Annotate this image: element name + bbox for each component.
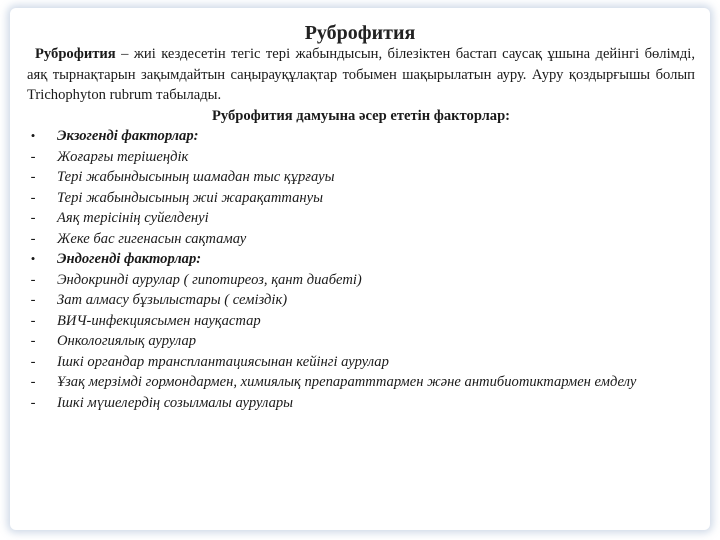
bullet-icon: • bbox=[30, 128, 36, 143]
intro-term: Руброфития bbox=[35, 46, 116, 62]
dash-marker: - bbox=[30, 230, 36, 247]
list-item bbox=[27, 311, 695, 332]
list-item-text: Эндокринді аурулар ( гипотиреоз, қант диабеті) bbox=[57, 271, 362, 288]
factors-subheading: Руброфития дамуына әсер ететін факторлар: bbox=[211, 107, 511, 124]
list-item-text: Ішкі органдар трансплантациясынан кейінгі аурулар bbox=[57, 353, 389, 370]
dash-marker: - bbox=[30, 292, 36, 308]
exogenous-heading: Экзогенді факторлар: bbox=[57, 128, 199, 144]
bullet-icon: • bbox=[30, 251, 36, 266]
list-item bbox=[27, 147, 695, 168]
list-item bbox=[27, 290, 695, 311]
dash-marker: - bbox=[30, 189, 36, 206]
dash-marker: - bbox=[30, 271, 36, 288]
list-item bbox=[27, 393, 695, 414]
intro-text: – жиі кездесетін тегіс тері жабындысын, білезіктен бастап саусақ ұшына дейінгі бөлімді, аяқ тырнақтарын зақымдайтын саңырауқұлақтар тобымен шақырылатын ауру. Ауру қоздырғышы болып Trichophyton rubrum табылады. bbox=[27, 46, 695, 103]
dash-marker: - bbox=[30, 353, 36, 370]
dash-marker: - bbox=[30, 210, 36, 226]
exogenous-heading-item bbox=[27, 126, 695, 147]
dash-marker: - bbox=[30, 374, 36, 390]
dash-marker: - bbox=[30, 333, 36, 349]
list-item-text: Жеке бас гигенасын сақтамау bbox=[57, 230, 247, 247]
dash-marker: - bbox=[30, 148, 36, 165]
list-item bbox=[27, 167, 695, 188]
list-item-text: Аяқ терісінің суйелденуі bbox=[57, 210, 209, 226]
dash-marker: - bbox=[30, 169, 36, 185]
endogenous-heading: Эндогенді факторлар: bbox=[57, 251, 202, 267]
factor-list bbox=[27, 126, 695, 413]
list-item bbox=[27, 208, 695, 229]
list-item bbox=[27, 229, 695, 250]
list-item-text: Онкологиялық аурулар bbox=[57, 333, 197, 349]
list-item-text: Ұзақ мерзімді гормондармен, химиялық препаратттармен және антибиотиктармен емделу bbox=[57, 374, 637, 390]
list-item bbox=[27, 331, 695, 352]
list-item-text: Жоғарғы терішеңдік bbox=[57, 148, 189, 165]
list-item bbox=[27, 352, 695, 373]
list-item bbox=[27, 270, 695, 291]
slide-content bbox=[27, 44, 695, 413]
list-item bbox=[27, 372, 695, 393]
list-item-text: Тері жабындысының жиі жарақаттануы bbox=[57, 189, 323, 206]
intro-paragraph bbox=[27, 44, 695, 106]
list-item-text: Зат алмасу бұзылыстары ( семіздік) bbox=[57, 292, 288, 308]
list-item-text: Ішкі мүшелердің созылмалы аурулары bbox=[57, 394, 294, 411]
list-item-text: ВИЧ-инфекциясымен науқастар bbox=[57, 312, 261, 329]
endogenous-heading-item bbox=[27, 249, 695, 270]
slide-title: Руброфития bbox=[304, 22, 416, 44]
dash-marker: - bbox=[30, 312, 36, 329]
dash-marker: - bbox=[30, 394, 36, 411]
list-item bbox=[27, 188, 695, 209]
list-item-text: Тері жабындысының шамадан тыс құрғауы bbox=[57, 169, 335, 185]
